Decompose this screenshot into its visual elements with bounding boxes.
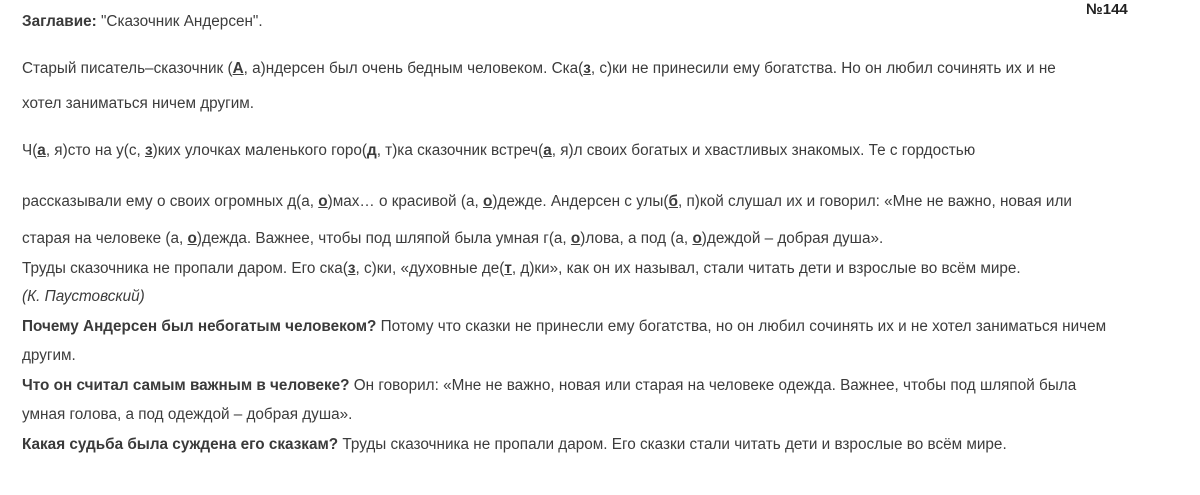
inserted-letter: о: [482, 193, 493, 210]
text-segment: )мах… о красивой (а,: [327, 193, 483, 210]
title-value: "Сказочник Андерсен".: [96, 13, 263, 30]
question-text: Что он считал самым важным в человеке?: [22, 377, 350, 394]
text-segment: , с)ки, «духовные де(: [355, 260, 505, 277]
text-line: [22, 229, 883, 249]
text-segment: , с)ки не принесили ему богатства. Но он любил сочинять их и не: [590, 60, 1056, 77]
inserted-letter: д: [366, 142, 377, 159]
question-text: Почему Андерсен был небогатым человеком?: [22, 318, 377, 335]
answer-continuation: умная голова, а под одеждой – добрая душа».: [22, 406, 353, 423]
answer-text: Он говорил: «Мне не важно, новая или старая на человеке одежда. Важнее, чтобы под шляпой была: [349, 377, 1077, 394]
text-line: [22, 259, 1021, 279]
text-line: [22, 59, 1056, 79]
text-segment: хотел заниматься ничем другим.: [22, 95, 255, 112]
text-segment: , п)кой слушал их и говорил: «Мне не важно, новая или: [677, 193, 1072, 210]
text-segment: )дежда. Важнее, чтобы под шляпой была умная г(а,: [196, 230, 571, 247]
question-text: Какая судьба была суждена его сказкам?: [22, 436, 339, 453]
inserted-letter: о: [692, 230, 702, 247]
text-segment: )дежде. Андерсен с улы(: [492, 193, 669, 210]
title-label: Заглавие:: [22, 13, 97, 30]
text-segment: , д)ки», как он их называл, стали читать дети и взрослые во всём мире.: [511, 260, 1021, 277]
exercise-number: №144: [1086, 1, 1128, 18]
text-line: [22, 141, 975, 161]
inserted-letter: б: [668, 193, 678, 210]
text-line: [22, 192, 1072, 212]
text-segment: , т)ка сказочник встреч(: [376, 142, 544, 159]
inserted-letter: а: [543, 142, 552, 159]
qa-question-line: [22, 317, 1106, 337]
text-segment: , я)л своих богатых и хвастливых знакомых. Те с гордостью: [551, 142, 976, 159]
text-segment: Труды сказочника не пропали даром. Его ска(: [22, 260, 348, 277]
inserted-letter: А: [232, 60, 244, 77]
text-segment: рассказывали ему о своих огромных д(а,: [22, 193, 319, 210]
qa-question-line: [22, 435, 1007, 455]
inserted-letter: а: [37, 142, 46, 159]
inserted-letter: о: [570, 230, 581, 247]
inserted-letter: з: [145, 142, 153, 159]
text-segment: старая на человеке (а,: [22, 230, 188, 247]
text-segment: )деждой – добрая душа».: [701, 230, 884, 247]
inserted-letter: о: [187, 230, 197, 247]
text-segment: , я)сто на у(с,: [45, 142, 146, 159]
text-segment: )ких улочках маленького горо(: [152, 142, 367, 159]
text-segment: )лова, а под (а,: [580, 230, 693, 247]
inserted-letter: т: [504, 260, 512, 277]
answer-text: Потому что сказки не принесли ему богатства, но он любил сочинять их и не хотел заниматься ничем: [376, 318, 1107, 335]
text-segment: Старый писатель–сказочник (: [22, 60, 233, 77]
inserted-letter: з: [583, 60, 591, 77]
inserted-letter: з: [347, 260, 356, 277]
inserted-letter: о: [318, 193, 328, 210]
title-line: [22, 12, 263, 32]
answer-text: Труды сказочника не пропали даром. Его сказки стали читать дети и взрослые во всём мире.: [338, 436, 1007, 453]
author-citation: (К. Паустовский): [22, 288, 145, 305]
answer-continuation: другим.: [22, 347, 76, 364]
text-segment: Ч(: [22, 142, 38, 159]
text-line: [22, 94, 254, 114]
text-segment: , а)ндерсен был очень бедным человеком. Ска(: [243, 60, 584, 77]
qa-question-line: [22, 376, 1076, 396]
